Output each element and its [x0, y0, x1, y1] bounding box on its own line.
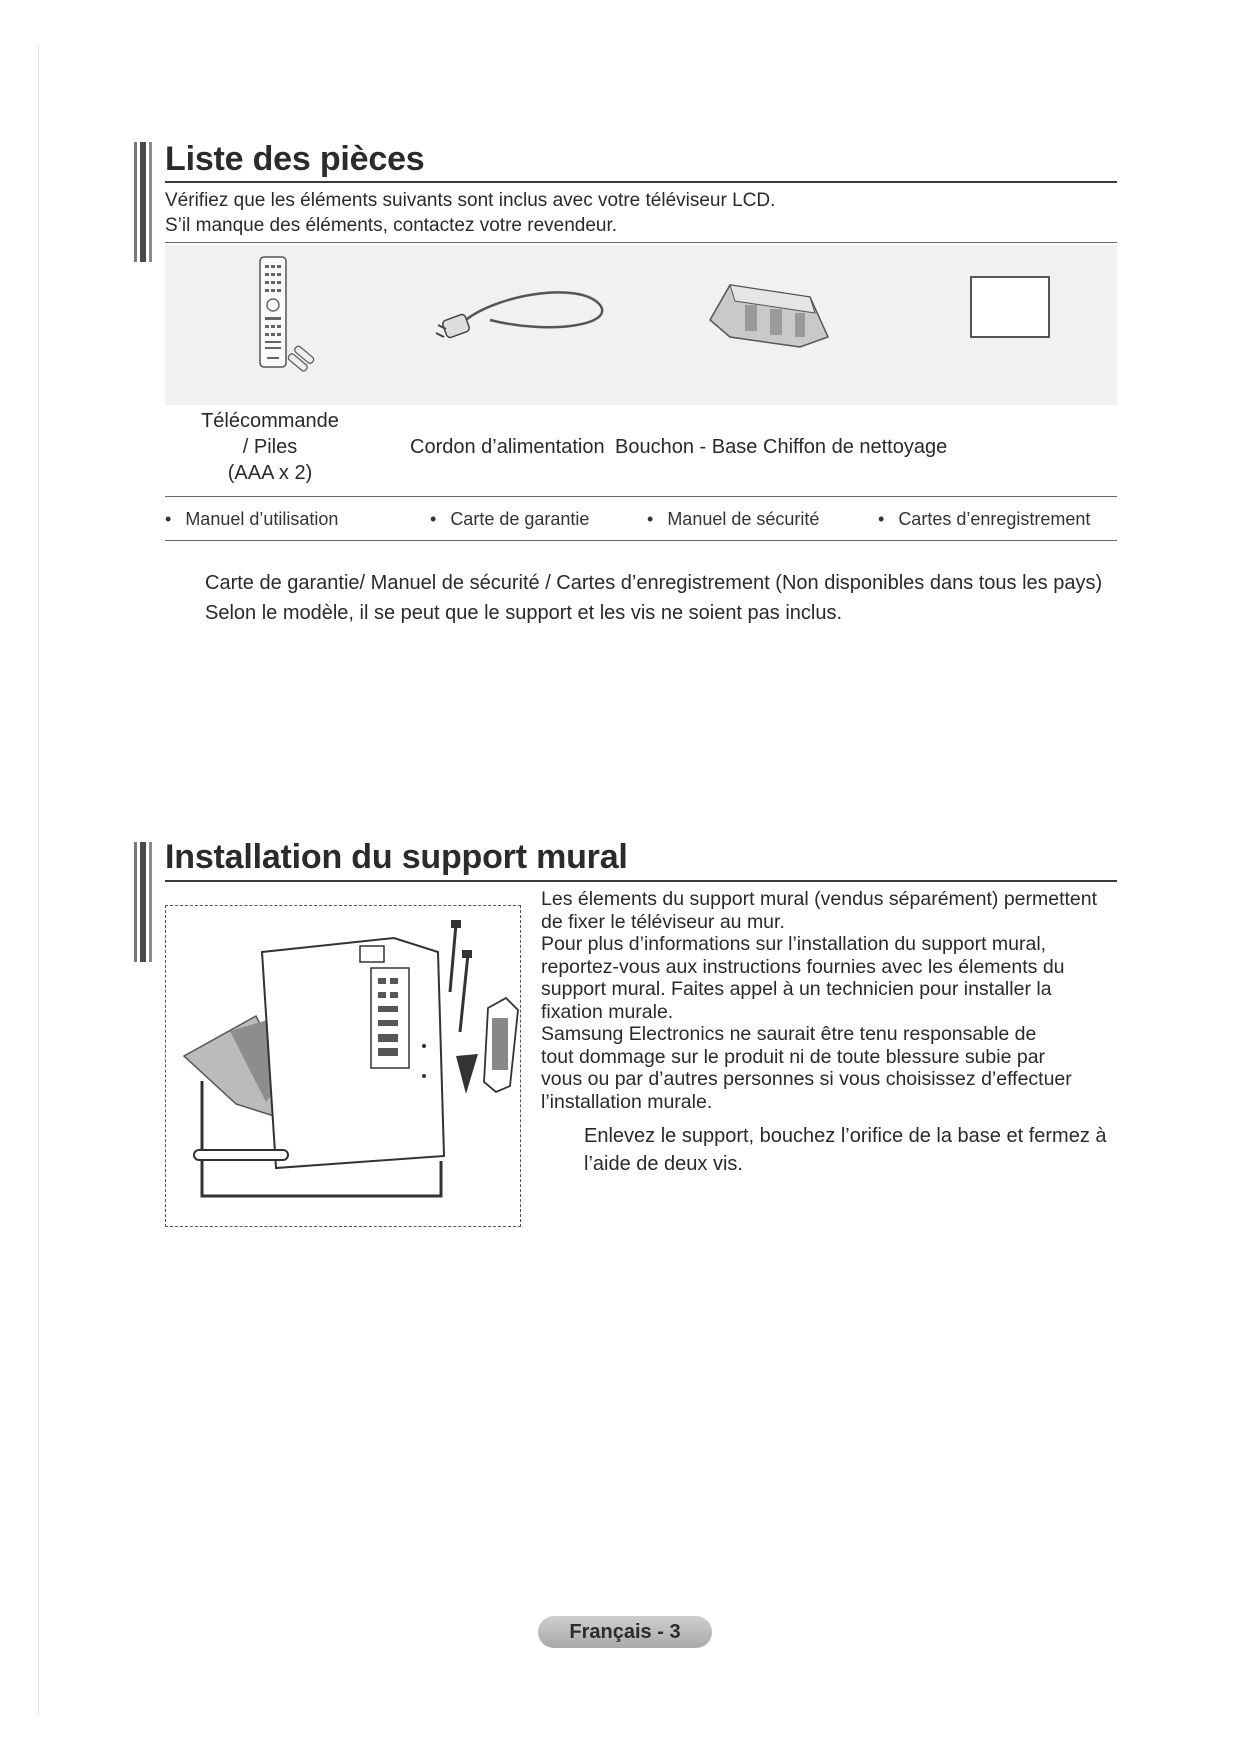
wall-mount-diagram-frame	[165, 905, 521, 1227]
extras-item: • Carte de garantie	[430, 508, 590, 529]
availability-note	[205, 568, 1102, 628]
wall-text-line: reportez-vous aux instructions fournies avec les élements du	[541, 955, 1065, 978]
intro-line-2: S’il manque des éléments, contactez votre revendeur.	[165, 215, 618, 236]
wall-text-line: Les élements du support mural (vendus séparément) permettent	[541, 888, 1098, 910]
part-label-remote-line1: Télécommande	[201, 410, 339, 432]
wall-mount-instructions	[541, 888, 1121, 1113]
wall-text-line: l’installation murale.	[541, 1090, 713, 1113]
stand-note-line-1: Enlevez le support, bouchez l’orifice de la base et fermez à	[584, 1125, 1107, 1147]
cleaning-cloth-icon	[965, 273, 1055, 343]
part-label-stand-cover: Bouchon - Base	[615, 436, 758, 458]
wall-section-title: Installation du support mural	[165, 838, 628, 876]
page-number-badge: Français - 3	[538, 1616, 712, 1648]
intro-rule	[165, 242, 1117, 243]
extras-item: • Cartes d’enregistrement	[878, 508, 1091, 529]
parts-image-panel	[165, 245, 1117, 405]
page-edge-line	[38, 46, 39, 1716]
wall-text-line: Samsung Electronics ne saurait être tenu responsable de	[541, 1023, 1037, 1045]
wall-text-line: vous ou par d’autres personnes si vous choisissez d’effectuer	[541, 1068, 1072, 1090]
note-line-2: Selon le modèle, il se peut que le support et les vis ne soient pas inclus.	[205, 602, 843, 624]
parts-section-title: Liste des pièces	[165, 140, 425, 178]
extras-item: • Manuel de sécurité	[647, 508, 820, 529]
power-cord-icon	[430, 275, 620, 355]
section-marker-bar	[134, 842, 152, 962]
wall-text-line: support mural. Faites appel à un technicien pour installer la	[541, 978, 1052, 1000]
wall-text-line: fixation murale.	[541, 1000, 674, 1023]
title-rule	[165, 880, 1117, 882]
part-label-power-cord: Cordon d’alimentation	[410, 436, 605, 458]
wall-text-line: tout dommage sur le produit ni de toute blessure subie par	[541, 1045, 1046, 1068]
extras-item-label: Manuel de sécurité	[667, 508, 820, 529]
stand-note-line-2: l’aide de deux vis.	[584, 1153, 743, 1175]
part-label-cleaning-cloth: Chiffon de nettoyage	[763, 436, 948, 458]
title-rule	[165, 181, 1117, 183]
remote-control-icon	[250, 255, 340, 375]
wall-mount-diagram-icon	[166, 906, 519, 1225]
note-line-1: Carte de garantie/ Manuel de sécurité / Cartes d’enregistrement (Non disponibles dans tous les pays)	[205, 572, 1103, 594]
extras-item-label: Cartes d’enregistrement	[898, 508, 1091, 529]
extras-item-label: Manuel d’utilisation	[185, 508, 339, 529]
extras-bottom-rule	[165, 540, 1117, 541]
stand-cover-icon	[700, 265, 840, 355]
extras-row	[165, 498, 1117, 540]
parts-intro	[165, 188, 775, 238]
intro-line-1: Vérifiez que les éléments suivants sont inclus avec votre téléviseur LCD.	[165, 190, 776, 211]
extras-item-label: Carte de garantie	[450, 508, 590, 529]
wall-text-line: de fixer le téléviseur au mur.	[541, 910, 785, 933]
extras-top-rule	[165, 496, 1117, 497]
part-label-remote	[170, 408, 370, 486]
stand-removal-note	[584, 1122, 1124, 1178]
section-marker-bar	[134, 142, 152, 262]
part-label-remote-line2: / Piles	[242, 436, 298, 458]
extras-item: • Manuel d’utilisation	[165, 508, 339, 529]
wall-text-line: Pour plus d’informations sur l’installation du support mural,	[541, 933, 1047, 955]
part-label-remote-line3: (AAA x 2)	[227, 462, 313, 484]
